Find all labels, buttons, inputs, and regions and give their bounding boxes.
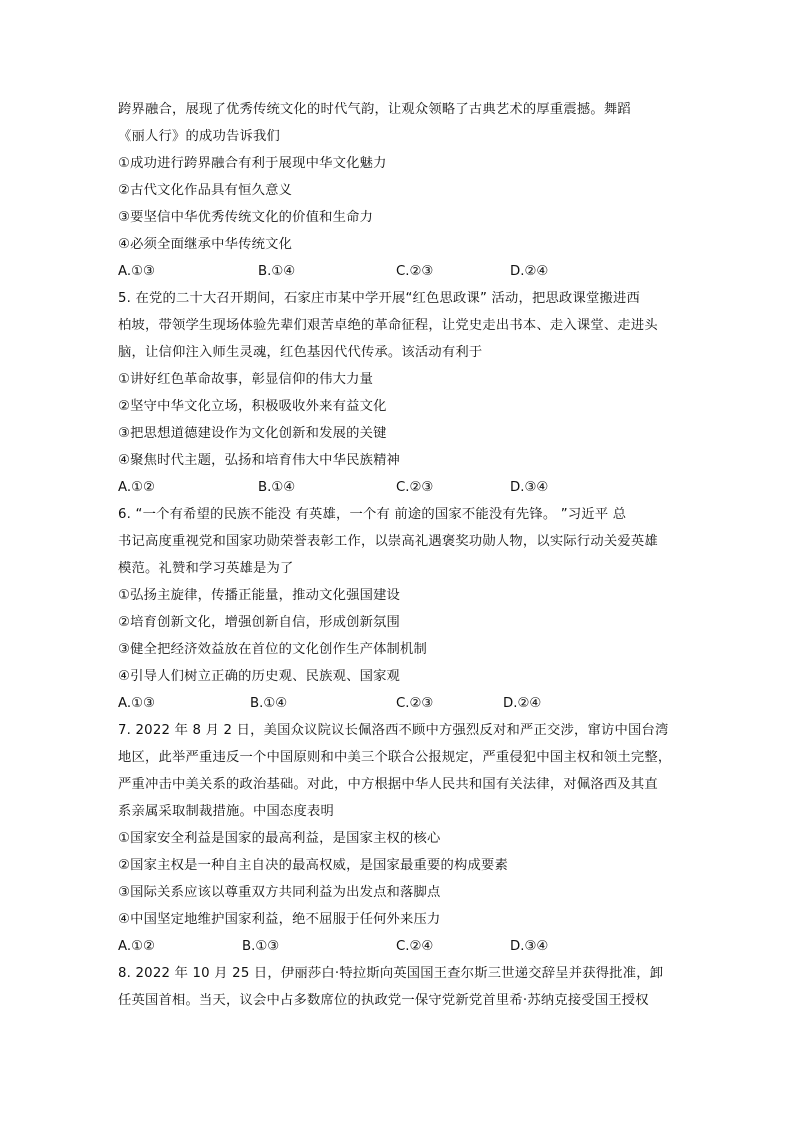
option-a: A.①③ [118, 264, 155, 279]
q7-stem-line: 系亲属采取制裁措施。中国态度表明 [118, 804, 334, 819]
q5-option-c: C.②③ [396, 480, 434, 495]
q5-stem-line: 5. 在党的二十大召开期间，石家庄市某中学开展“红色思政课” 活动，把思政课堂搬进西 [118, 291, 641, 306]
q5-option-d: D.③④ [510, 480, 549, 495]
q6-statement-4: ④引导人们树立正确的历史观、民族观、国家观 [118, 669, 401, 684]
q7-stem-line: 严重冲击中美关系的政治基础。对此，中方根据中华人民共和国有关法律，对佩洛西及其直 [118, 777, 658, 792]
q7-option-d: D.③④ [510, 939, 549, 954]
q7-option-c: C.②④ [396, 939, 434, 954]
q6-option-c: C.②③ [396, 696, 434, 711]
q7-statement-2: ②国家主权是一种自主自决的最高权威，是国家最重要的构成要素 [118, 858, 509, 873]
q5-statement-4: ④聚焦时代主题，弘扬和培育伟大中华民族精神 [118, 453, 401, 468]
q5-statement-1: ①讲好红色革命故事，彰显信仰的伟大力量 [118, 372, 374, 387]
q6-statement-1: ①弘扬主旋律，传播正能量，推动文化强国建设 [118, 588, 401, 603]
statement-3: ③要坚信中华优秀传统文化的价值和生命力 [118, 210, 374, 225]
statement-4: ④必须全面继承中华传统文化 [118, 237, 293, 252]
q7-statement-3: ③国际关系应该以尊重双方共同利益为出发点和落脚点 [118, 885, 441, 900]
q6-option-a: A.①③ [118, 696, 155, 711]
q6-stem-line: 书记高度重视党和国家功勋荣誉表彰工作，以崇高礼遇褒奖功勋人物，以实际行动关爱英雄 [118, 534, 658, 549]
option-d: D.②④ [510, 264, 549, 279]
option-c: C.②③ [396, 264, 434, 279]
q7-option-a: A.①② [118, 939, 155, 954]
q6-stem-line: 6. “一个有希望的民族不能没 有英雄，一个有 前途的国家不能没有先锋。 ”习近平 总 [118, 507, 627, 522]
q6-option-d: D.②④ [503, 696, 542, 711]
q6-option-b: B.①④ [250, 696, 288, 711]
statement-2: ②古代文化作品具有恒久意义 [118, 183, 293, 198]
q8-stem-line: 8. 2022 年 10 月 25 日，伊丽莎白·特拉斯向英国国王查尔斯三世递交辞呈并获得批准，卸 [118, 966, 664, 981]
option-b: B.①④ [258, 264, 296, 279]
q7-option-b: B.①③ [242, 939, 280, 954]
q5-stem-line: 脑，让信仰注入师生灵魂，红色基因代代传承。该活动有利于 [118, 345, 483, 360]
q7-statement-4: ④中国坚定地维护国家利益，绝不屈服于任何外来压力 [118, 912, 441, 927]
q6-statement-2: ②培育创新文化，增强创新自信，形成创新氛围 [118, 615, 401, 630]
question-text-line: 《丽人行》的成功告诉我们 [118, 129, 280, 144]
q5-statement-2: ②坚守中华文化立场，积极吸收外来有益文化 [118, 399, 387, 414]
q7-stem-line: 地区，此举严重违反一个中国原则和中美三个联合公报规定，严重侵犯中国主权和领土完整， [118, 750, 672, 765]
statement-1: ①成功进行跨界融合有利于展现中华文化魅力 [118, 156, 387, 171]
q5-option-b: B.①④ [258, 480, 296, 495]
q6-stem-line: 模范。礼赞和学习英雄是为了 [118, 561, 294, 576]
q8-stem-line: 任英国首相。当天，议会中占多数席位的执政党一保守党新党首里希·苏纳克接受国王授权 [118, 993, 649, 1008]
question-text-line: 跨界融合，展现了优秀传统文化的时代气韵，让观众领略了古典艺术的厚重震撼。舞蹈 [118, 102, 631, 117]
q5-stem-line: 柏坡，带领学生现场体验先辈们艰苦卓绝的革命征程，让党史走出书本、走入课堂、走进头 [118, 318, 658, 333]
q5-statement-3: ③把思想道德建设作为文化创新和发展的关键 [118, 426, 387, 441]
q7-stem-line: 7. 2022 年 8 月 2 日，美国众议院议长佩洛西不顾中方强烈反对和严正交涉，窜访中国台湾 [118, 723, 669, 738]
q7-statement-1: ①国家安全利益是国家的最高利益，是国家主权的核心 [118, 831, 441, 846]
q6-statement-3: ③健全把经济效益放在首位的文化创作生产体制机制 [118, 642, 428, 657]
q5-option-a: A.①② [118, 480, 155, 495]
